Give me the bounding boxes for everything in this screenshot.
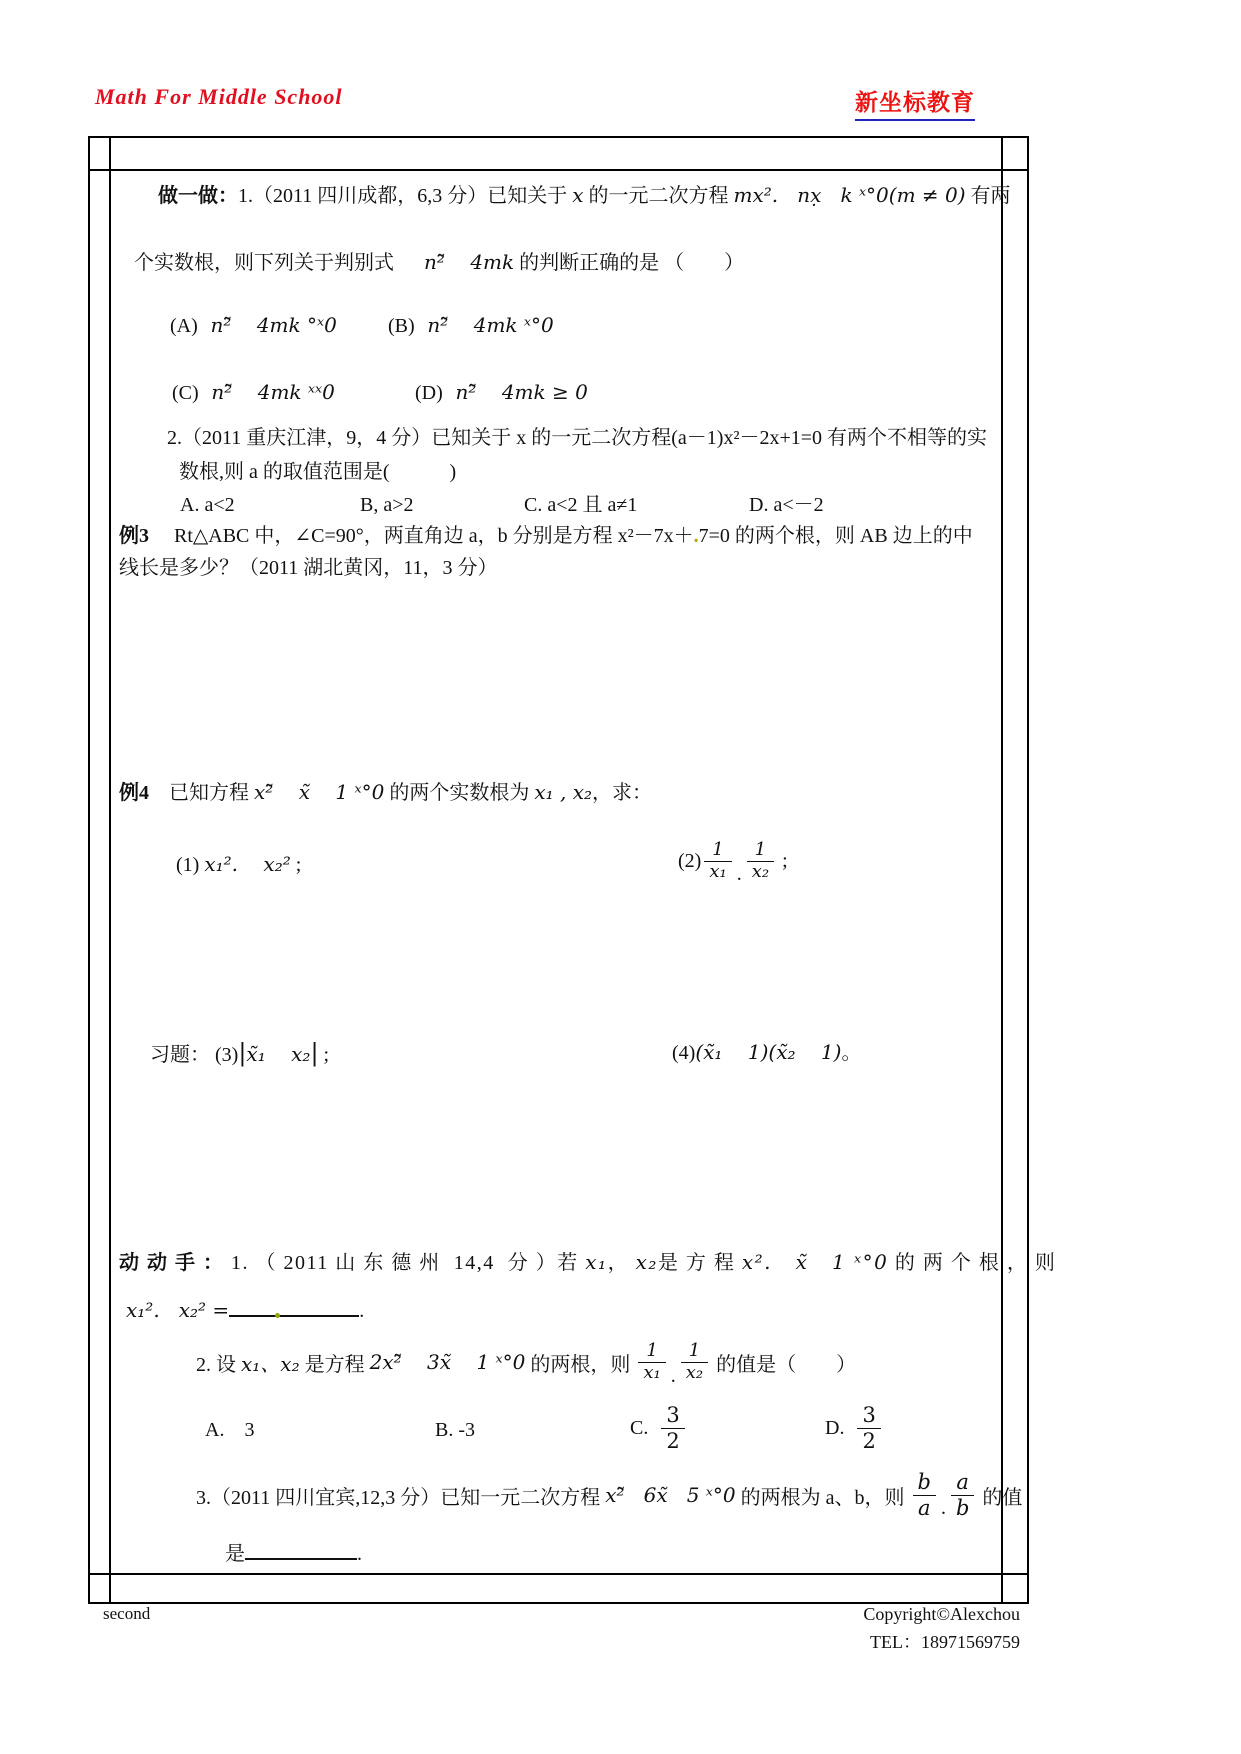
fraction-1-over-x2: $\frac{1}{\text{x₂}}$: [747, 840, 774, 882]
hands-q1-answer-line: x₁². x₂² = .: [126, 1295, 364, 1324]
answer-blank-underline[interactable]: [245, 1538, 357, 1560]
table-top-inner-border: [90, 169, 1027, 171]
green-dot: [275, 1313, 280, 1318]
fraction-a-over-b: $\frac{a}{b}$: [951, 1470, 974, 1519]
hands-label: 动 动 手 ：: [119, 1252, 225, 1274]
q2-line1: 2.（2011 重庆江津，9，4 分）已知关于 x 的一元二次方程(a－1)x²－2x+1=0 有两个不相等的实: [167, 427, 988, 449]
q2-option-b: B, a>2: [360, 494, 414, 516]
fraction-b-over-a: $\frac{b}{a}$: [913, 1470, 936, 1519]
fraction-1-over-x1: $\frac{1}{\text{x₁}}$: [704, 840, 731, 882]
hands-q2-option-b: B. -3: [435, 1419, 475, 1441]
ex4-item2: (2) $\frac{1}{\text{x₁}}$ . $\frac{1}{\text{x₂}}$ ;: [678, 838, 788, 885]
hands-q3-line: 3.（2011 四川宜宾,12,3 分）已知一元二次方程 x²̃ 6x̃ 5 ˣ°0 的两根为 a、b，则 $\frac{b}{a}$ . $\frac{a}{b}$ 的值: [196, 1470, 1023, 1520]
table-left-inner-border: [109, 138, 111, 1602]
ex3-line1: 例3 Rt△ABC 中，∠C=90°，两直角边 a，b 分别是方程 x²－7x＋.7=0 的两个根，则 AB 边上的中: [119, 525, 973, 547]
ex1-option-c: (C) n²̃ 4mk ˣˣ0: [172, 380, 335, 404]
fraction-1-over-x2: $\frac{1}{\text{x₂}}$: [681, 1341, 708, 1383]
hands-q1-line1: 动 动 手 ： 1. （ 2011 山 东 德 州 14,4 分 ）若 x₁， x₂是 方 程 x². x̃ 1 ˣ°0 的 两 个 根 ， 则: [119, 1250, 1057, 1274]
ex1-option-a: (A) n²̃ 4mk °ˣ0: [170, 313, 337, 337]
ex3-label: 例3: [119, 525, 149, 547]
ex1-line1: 做一做：1.（2011 四川成都，6,3 分）已知关于 x 的一元二次方程 mx². nx̣ k ˣ°0(m ≠ 0) 有两: [158, 183, 1011, 207]
ex4-item3: 习题： (3)|x̃₁ x₂| ;: [150, 1039, 330, 1067]
ex1-label: 做一做：: [158, 185, 238, 207]
telephone-text: TEL：18971569759: [870, 1632, 1020, 1652]
ex3-line2: 线长是多少？（2011 湖北黄冈，11，3 分）: [119, 557, 498, 579]
answer-blank-underline[interactable]: [229, 1295, 359, 1317]
ex3-olive-dot: .: [693, 525, 699, 547]
copyright-text: Copyright©Alexchou: [863, 1604, 1020, 1624]
ex4-label: 例4: [119, 782, 149, 804]
q2-option-a: A. a<2: [180, 494, 235, 516]
fraction-1-over-x1: $\frac{1}{\text{x₁}}$: [638, 1341, 665, 1383]
ex4-item4: (4)(x̃₁ 1)(x̃₂ 1)。: [672, 1040, 862, 1064]
logo-link[interactable]: 新坐标教育: [855, 84, 975, 121]
ex1-option-d: (D) n²̃ 4mk ≥ 0: [415, 380, 588, 404]
fraction-3-over-2: $\frac{3}{2}$: [857, 1403, 880, 1452]
hands-q2-option-d: D. $\frac{3}{2}$: [825, 1400, 884, 1456]
q2-line2: 数根,则 a 的取值范围是( ): [179, 461, 457, 483]
q2-option-d: D. a<－2: [749, 494, 824, 516]
hands-q2-option-a: A. 3: [205, 1419, 255, 1441]
footer-page-label: second: [103, 1604, 151, 1623]
hands-q2-option-c: C. $\frac{3}{2}$: [630, 1400, 688, 1456]
table-right-inner-border: [1001, 138, 1003, 1602]
brand-title: Math For Middle School: [95, 84, 343, 109]
fraction-3-over-2: $\frac{3}{2}$: [661, 1403, 684, 1452]
ex1-line2: 个实数根，则下列关于判别式 n²̃ 4mk 的判断正确的是 （ ）: [134, 250, 745, 274]
q2-option-c: C. a<2 且 a≠1: [524, 494, 638, 516]
hands-q2-line: 2. 设 x₁、x₂ 是方程 2x²̃ 3x̃ 1 ˣ°0 的两根，则 $\frac{1}{\text{x₁}}$ . $\frac{1}{\text{x₂}}$ 的值是（ ）: [196, 1339, 857, 1387]
ex4-intro: 例4 已知方程 x²̃ x̃ 1 ˣ°0 的两个实数根为 x₁ , x₂，求：: [119, 780, 653, 804]
ex1-option-b: (B) n²̃ 4mk ˣ°0: [388, 313, 554, 337]
footer-copyright: [863, 1600, 1020, 1656]
table-bottom-inner-border: [90, 1573, 1027, 1575]
hands-q3-answer-line: 是 .: [225, 1538, 362, 1567]
ex4-item1: (1) x₁². x₂² ;: [176, 852, 302, 876]
